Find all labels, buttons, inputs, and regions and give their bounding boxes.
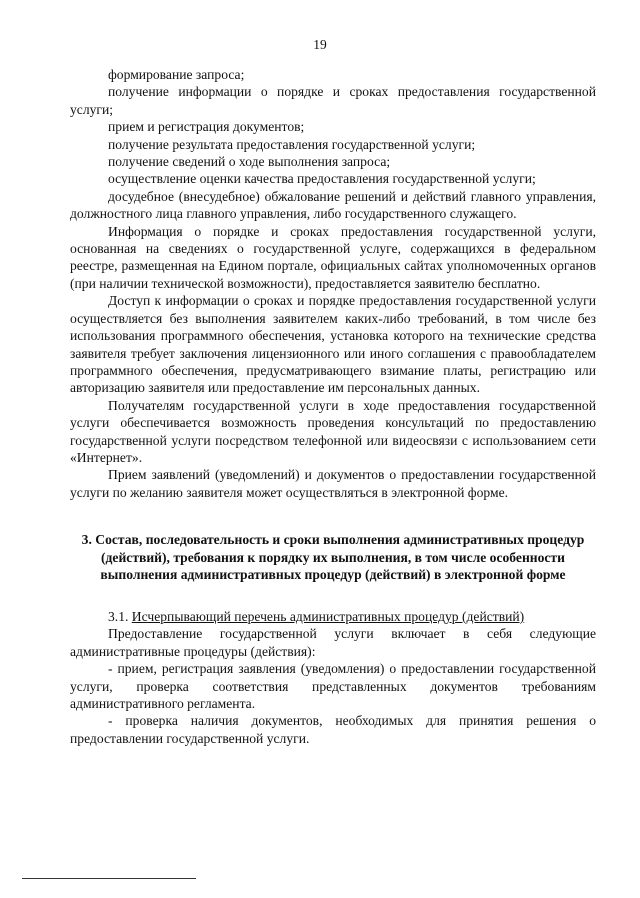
paragraph: Доступ к информации о сроках и порядке предоставления государственной услуги осуществляется без выполнения заявителем каких-либо требований, в том числе без использования программного обеспечения, установка которого на технические средства заявителя требует заключения лицензионного или иного соглашения с правообладателем программного обеспечения, предусматривающего взимание платы, регистрацию или авторизацию заявителя или предоставление им персональных данных. (70, 293, 596, 396)
subsection-number: 3.1. (108, 608, 132, 624)
subsection-title: Исчерпывающий перечень административных процедур (действий) (131, 608, 525, 624)
paragraph: - проверка наличия документов, необходимых для принятия решения о предоставлении государственной услуги. (70, 713, 596, 746)
paragraph: Получателям государственной услуги в ходе предоставления государственной услуги обеспечивается возможность проведения консультаций по предоставлению государственной услуги посредством телефонной или видеосвязи с использованием сети «Интернет». (70, 397, 596, 465)
paragraph: получение информации о порядке и сроках предоставления государственной услуги; (70, 84, 596, 117)
document-body (70, 66, 596, 747)
paragraph: формирование запроса; (108, 67, 245, 82)
section-heading: 3. Состав, последовательность и сроки выполнения административных процедур (действий), требования к порядку их выполнения, в том числе особенности выполнения административных процедур (действий) в электронной форме (81, 532, 585, 583)
page-number: 19 (313, 37, 327, 52)
paragraph: досудебное (внесудебное) обжалование решений и действий главного управления, должностного лица главного управления, либо государственного служащего. (70, 188, 596, 222)
paragraph: получение сведений о ходе выполнения запроса; (108, 154, 391, 170)
paragraph: Информация о порядке и сроках предоставления государственной услуги, основанная на сведениях о государственной услуге, содержащихся в федеральном реестре, размещенная на Едином портале, официальных сайтах уполномоченных органов (при наличии технической возможности), предоставляется заявителю бесплатно. (70, 223, 596, 291)
bottom-divider (22, 878, 196, 879)
paragraph: - прием, регистрация заявления (уведомления) о предоставлении государственной услуги, проверка соответствия представленных документов требованиям административного регламента. (70, 661, 596, 711)
subsection-heading (70, 608, 596, 625)
paragraph: Прием заявлений (уведомлений) и документов о предоставлении государственной услуги по желанию заявителя может осуществляться в электронной форме. (70, 467, 596, 500)
paragraph: осуществление оценки качества предоставления государственной услуги; (108, 171, 536, 187)
paragraph: Предоставление государственной услуги включает в себя следующие административные процедуры (действия): (70, 626, 596, 659)
paragraph: получение результата предоставления государственной услуги; (108, 136, 476, 152)
paragraph: прием и регистрация документов; (108, 119, 305, 135)
